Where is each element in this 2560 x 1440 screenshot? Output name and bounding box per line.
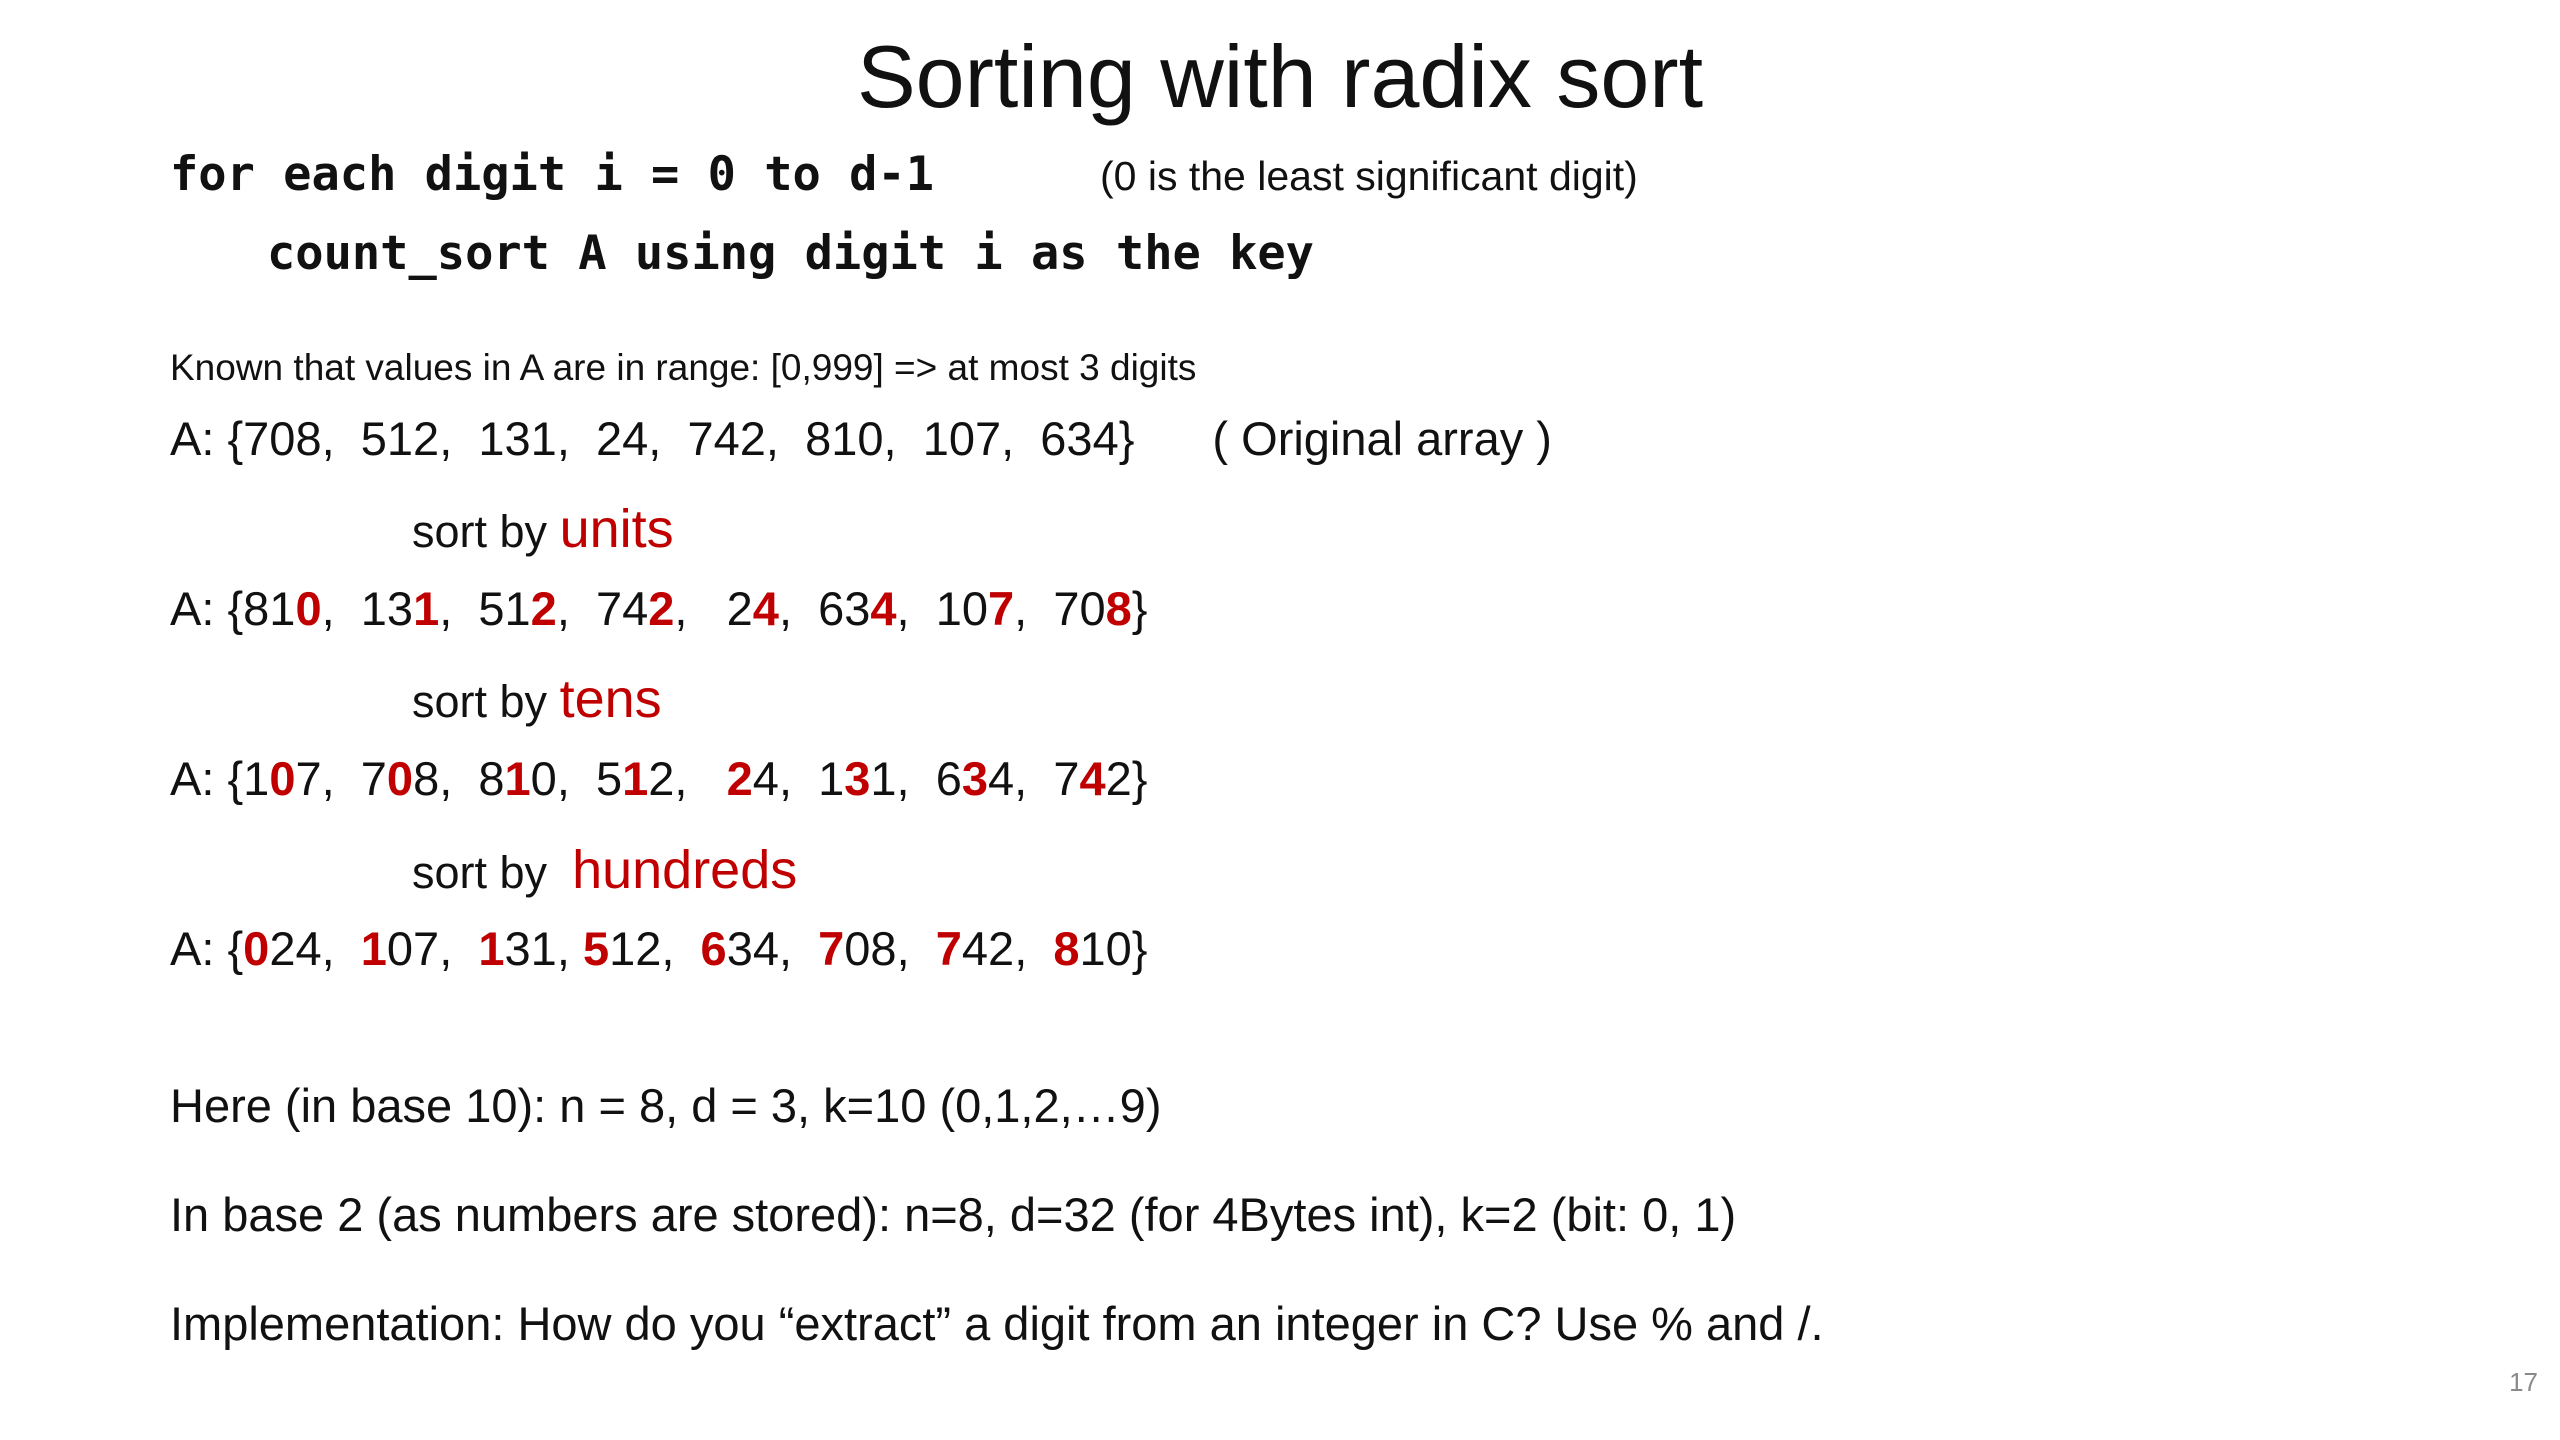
pseudocode-body-line: count_sort A using digit i as the key bbox=[267, 226, 1314, 281]
array-element: 131 bbox=[360, 582, 440, 635]
array-element: 634 bbox=[818, 582, 897, 635]
array-element: 634 bbox=[700, 922, 779, 975]
highlighted-digit: 2 bbox=[648, 582, 675, 635]
sort-by-label: sort by bbox=[412, 847, 548, 898]
highlighted-digit: 5 bbox=[582, 922, 610, 975]
sort-by-hundreds-line bbox=[412, 838, 797, 905]
highlighted-digit: 1 bbox=[622, 752, 649, 805]
highlighted-digit: 1 bbox=[413, 582, 440, 635]
highlighted-digit: 1 bbox=[360, 922, 387, 975]
array-element: 024 bbox=[243, 922, 322, 975]
original-array-note: ( Original array ) bbox=[1212, 412, 1552, 465]
sort-by-label: sort by bbox=[412, 506, 548, 557]
highlighted-digit: 7 bbox=[988, 582, 1015, 635]
page-number: 17 bbox=[2509, 1367, 2538, 1397]
highlighted-digit: 7 bbox=[818, 922, 845, 975]
array-element: 107 bbox=[243, 752, 322, 805]
hundreds-pass-array-line: A: {024, 107, 131, 512, 634, 708, 742, 810} bbox=[170, 922, 1148, 975]
array-prefix: A: { bbox=[170, 922, 244, 975]
array-element: 24 bbox=[726, 582, 779, 635]
tens-pass-array-line: A: {107, 708, 810, 512, 24, 131, 634, 742} bbox=[170, 752, 1148, 805]
array-element: 708 bbox=[818, 922, 897, 975]
array-prefix: A: { bbox=[170, 582, 244, 635]
slide-title: Sorting with radix sort bbox=[856, 27, 1704, 126]
array-element: 107 bbox=[360, 922, 440, 975]
highlighted-digit: 6 bbox=[700, 922, 727, 975]
highlighted-digit: 3 bbox=[844, 752, 871, 805]
array-element: 742 bbox=[935, 922, 1015, 975]
array-prefix: A: { bbox=[170, 412, 244, 465]
highlighted-digit: 0 bbox=[243, 922, 270, 975]
array-value: 708 bbox=[243, 412, 322, 465]
array-value: 742 bbox=[687, 412, 766, 465]
highlighted-digit: 1 bbox=[504, 752, 531, 805]
pseudocode-loop-note: (0 is the least significant digit) bbox=[1100, 153, 1638, 199]
highlighted-digit: 1 bbox=[478, 922, 505, 975]
pseudocode-loop-line: for each digit i = 0 to d-1 bbox=[170, 147, 935, 202]
sort-key-units: units bbox=[559, 499, 674, 559]
sort-key-tens: tens bbox=[559, 669, 662, 729]
array-element: 742 bbox=[1053, 752, 1132, 805]
array-element: 512 bbox=[596, 752, 675, 805]
highlighted-digit: 4 bbox=[752, 582, 779, 635]
array-element: 810 bbox=[243, 582, 322, 635]
array-element: 512 bbox=[582, 922, 662, 975]
sort-key-hundreds: hundreds bbox=[572, 840, 798, 900]
range-note: Known that values in A are in range: [0,999] => at most 3 digits bbox=[170, 347, 1197, 388]
array-element: 810 bbox=[478, 752, 557, 805]
array-value: 512 bbox=[360, 412, 440, 465]
array-element: 24 bbox=[726, 752, 779, 805]
highlighted-digit: 0 bbox=[295, 582, 322, 635]
highlighted-digit: 3 bbox=[961, 752, 989, 805]
highlighted-digit: 8 bbox=[1053, 922, 1080, 975]
array-element: 708 bbox=[1053, 582, 1132, 635]
array-element: 634 bbox=[935, 752, 1015, 805]
original-array-line: A: {708, 512, 131, 24, 742, 810, 107, 634} ( Original array ) bbox=[170, 412, 1552, 465]
array-element: 742 bbox=[596, 582, 675, 635]
highlighted-digit: 0 bbox=[269, 752, 296, 805]
array-element: 708 bbox=[360, 752, 440, 805]
highlighted-digit: 8 bbox=[1105, 582, 1132, 635]
note-base-10: Here (in base 10): n = 8, d = 3, k=10 (0,1,2,…9) bbox=[170, 1079, 1162, 1132]
array-prefix: A: { bbox=[170, 752, 244, 805]
array-value: 107 bbox=[922, 412, 1002, 465]
array-value: 810 bbox=[805, 412, 884, 465]
highlighted-digit: 4 bbox=[1079, 752, 1106, 805]
array-suffix: } bbox=[1118, 412, 1135, 465]
array-suffix: } bbox=[1131, 582, 1148, 635]
highlighted-digit: 2 bbox=[530, 582, 557, 635]
units-pass-array-line: A: {810, 131, 512, 742, 24, 634, 107, 708} bbox=[170, 582, 1148, 635]
array-element: 107 bbox=[935, 582, 1015, 635]
array-value: 634 bbox=[1040, 412, 1119, 465]
array-element: 810 bbox=[1053, 922, 1132, 975]
highlighted-digit: 7 bbox=[935, 922, 962, 975]
highlighted-digit: 4 bbox=[870, 582, 897, 635]
array-element: 512 bbox=[478, 582, 557, 635]
array-value: 24 bbox=[596, 412, 649, 465]
array-element: 131 bbox=[478, 922, 557, 975]
sort-by-tens-line bbox=[412, 667, 662, 734]
note-implementation: Implementation: How do you “extract” a digit from an integer in C? Use % and /. bbox=[170, 1297, 1824, 1350]
array-value: 131 bbox=[478, 412, 557, 465]
array-element: 131 bbox=[818, 752, 897, 805]
array-suffix: } bbox=[1131, 752, 1148, 805]
highlighted-digit: 2 bbox=[726, 752, 753, 805]
array-suffix: } bbox=[1131, 922, 1148, 975]
sort-by-label: sort by bbox=[412, 676, 548, 727]
highlighted-digit: 0 bbox=[386, 752, 414, 805]
note-base-2: In base 2 (as numbers are stored): n=8, d=32 (for 4Bytes int), k=2 (bit: 0, 1) bbox=[170, 1188, 1737, 1241]
sort-by-units-line bbox=[412, 497, 674, 564]
